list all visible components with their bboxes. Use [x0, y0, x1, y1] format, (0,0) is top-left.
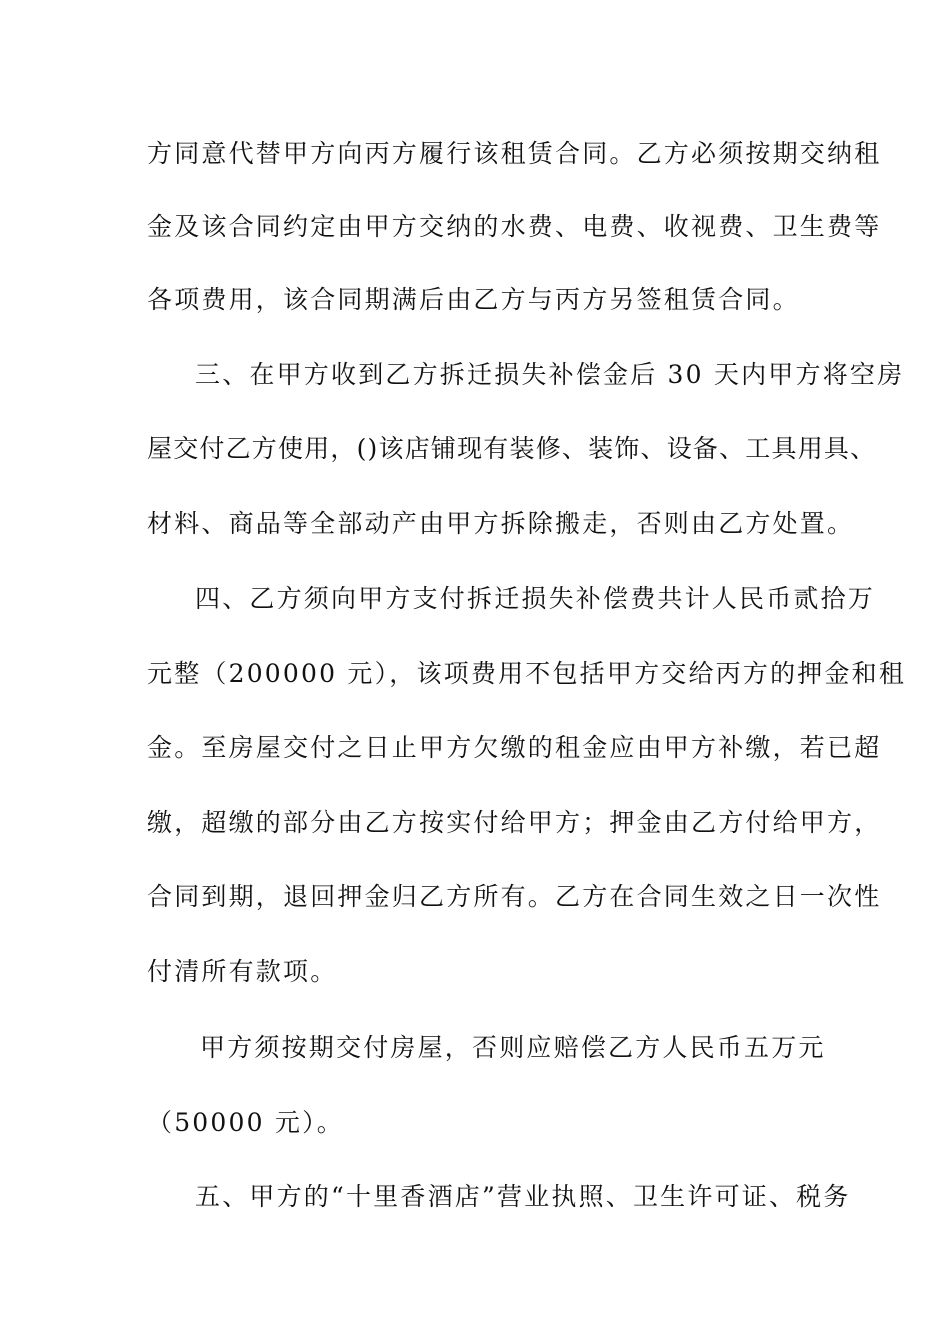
- text-line-5: 屋交付乙方使用，()该店铺现有装修、装饰、设备、工具用具、: [147, 434, 877, 463]
- text-line-11: 合同到期，退回押金归乙方所有。乙方在合同生效之日一次性: [147, 882, 882, 911]
- text-line-13: 甲方须按期交付房屋，否则应赔偿乙方人民币五万元: [200, 1033, 826, 1062]
- text-line-3: 各项费用，该合同期满后由乙方与丙方另签租赁合同。: [147, 285, 800, 314]
- text-line-6: 材料、商品等全部动产由甲方拆除搬走，否则由乙方处置。: [147, 509, 855, 538]
- text-line-2: 金及该合同约定由甲方交纳的水费、电费、收视费、卫生费等: [147, 212, 882, 241]
- text-line-7: 四、乙方须向甲方支付拆迁损失补偿费共计人民币贰拾万: [195, 584, 876, 613]
- text-line-10: 缴，超缴的部分由乙方按实付给甲方；押金由乙方付给甲方，: [147, 808, 882, 837]
- text-line-8: 元整（200000 元），该项费用不包括甲方交给丙方的押金和租: [147, 659, 907, 688]
- text-line-14: （50000 元）。: [147, 1108, 344, 1137]
- text-line-9: 金。至房屋交付之日止甲方欠缴的租金应由甲方补缴，若已超: [147, 733, 882, 762]
- text-line-12: 付清所有款项。: [147, 957, 338, 986]
- text-line-1: 方同意代替甲方向丙方履行该租赁合同。乙方必须按期交纳租: [147, 139, 882, 168]
- text-line-15: 五、甲方的“十里香酒店”营业执照、卫生许可证、税务: [195, 1182, 851, 1211]
- text-line-4: 三、在甲方收到乙方拆迁损失补偿金后 30 天内甲方将空房: [195, 360, 905, 389]
